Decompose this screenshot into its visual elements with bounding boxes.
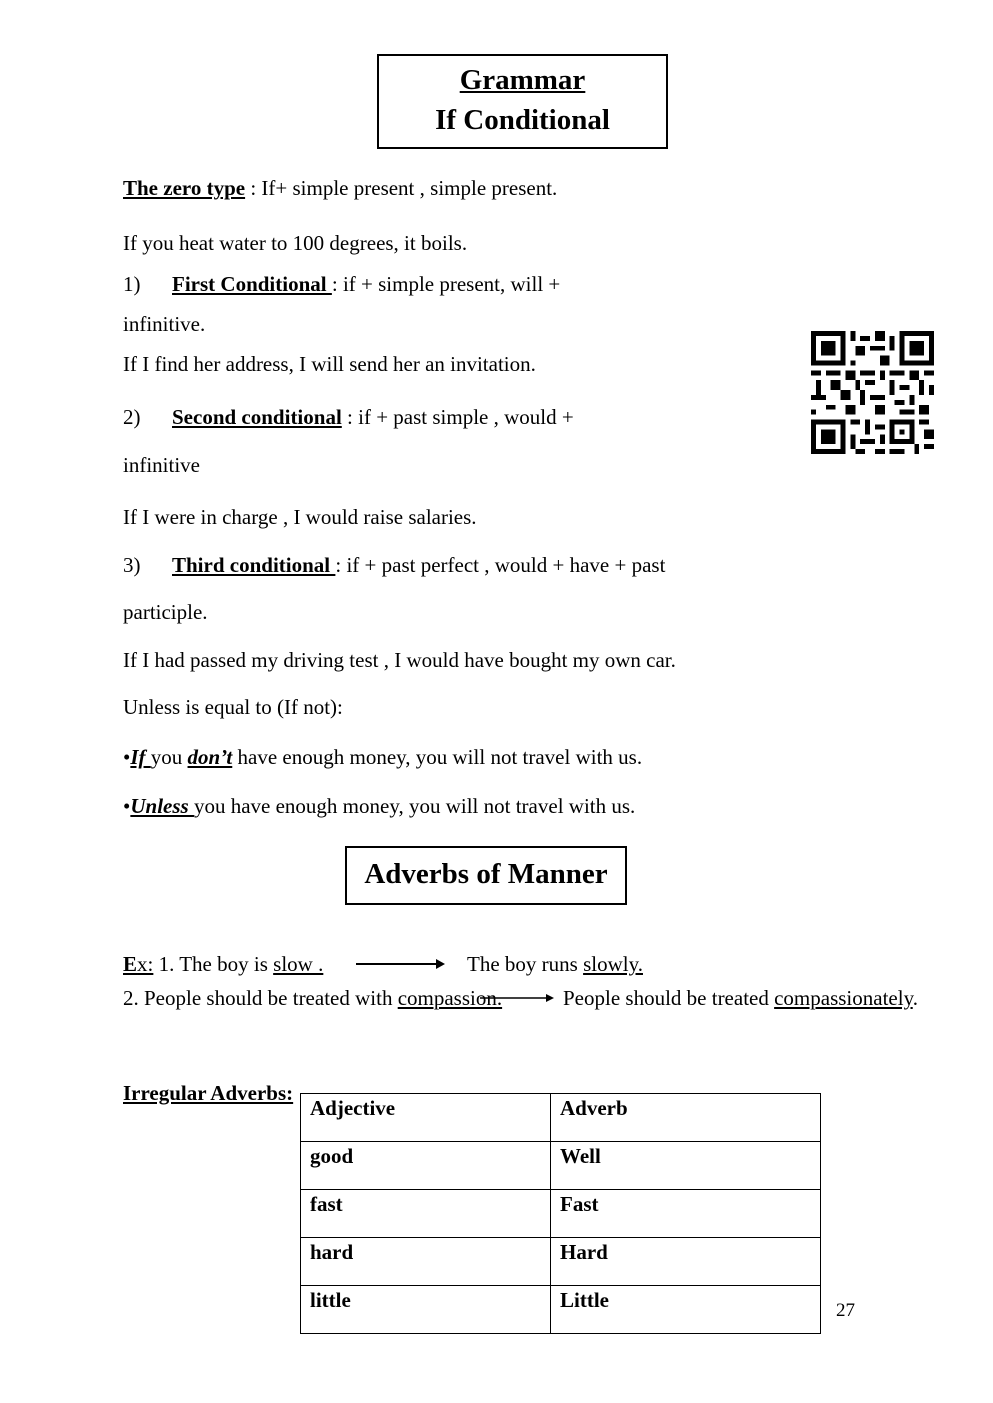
cell-adjective: little [301,1286,551,1334]
adverbs-of-manner-box: Adverbs of Manner [345,846,627,905]
unless-bullet-2 [123,794,635,818]
example-1-text: 1. The boy is [153,952,274,976]
second-formula: : if + past simple , would + [341,405,574,429]
cell-adverb: Little [551,1286,821,1334]
zero-type-formula: : If+ simple present , simple present. [245,176,558,200]
cell-adjective: good [301,1142,551,1190]
third-formula-cont: participle. [123,600,208,624]
adverb-compassionately: compassionately [774,986,913,1010]
table-row [301,1190,821,1238]
first-formula: : if + simple present, will + [331,272,561,296]
second-conditional-rule [123,405,574,429]
bullet: • [123,794,131,818]
example-1-result [467,952,643,976]
second-num: 2) [123,405,141,429]
ex-label-x: x: [137,952,154,976]
third-formula: : if + past perfect , would + have + past [335,553,666,577]
third-num: 3) [123,553,141,577]
dont-word: don’t [187,745,233,769]
zero-type-label: The zero type [123,176,246,200]
first-num: 1) [123,272,141,296]
example-2 [123,986,502,1010]
second-example: If I were in charge , I would raise salaries. [123,505,477,529]
cell-adverb: Fast [551,1190,821,1238]
second-formula-cont: infinitive [123,453,200,477]
first-label: First Conditional [172,272,332,296]
third-conditional-rule [123,553,665,577]
cell-adverb: Well [551,1142,821,1190]
period: . [912,986,918,1010]
third-example: If I had passed my driving test , I would have bought my own car. [123,648,676,672]
first-example: If I find her address, I will send her an invitation. [123,352,536,376]
bullet: • [123,745,131,769]
page-number: 27 [836,1300,855,1321]
second-label: Second conditional [172,405,342,429]
bullet-1-text-b: have enough money, you will not travel with us. [232,745,643,769]
irregular-adverbs-table [300,1093,821,1334]
example-2-result-text: People should be treated [563,986,775,1010]
first-conditional-rule [123,272,560,296]
table-row [301,1286,821,1334]
qr-code [811,331,934,454]
cell-adjective: hard [301,1238,551,1286]
ex-label-e: E [123,952,138,976]
cell-adjective: fast [301,1190,551,1238]
table-row [301,1238,821,1286]
example-2-text: 2. People should be treated with [123,986,398,1010]
example-2-result [563,986,918,1010]
header-adjective: Adjective [301,1094,551,1142]
noun-compassion: compassion. [397,986,503,1010]
zero-type-example: If you heat water to 100 degrees, it boils. [123,231,468,255]
unless-intro: Unless is equal to (If not): [123,695,343,719]
bullet-1-text-a: you [150,745,188,769]
table-row [301,1142,821,1190]
unless-word: Unless [130,794,194,818]
unless-bullet-1 [123,745,642,769]
bullet-2-text: you have enough money, you will not travel with us. [193,794,636,818]
zero-type-rule [123,176,557,200]
header-adverb: Adverb [551,1094,821,1142]
title-box [377,54,668,149]
arrow-icon [480,990,556,1006]
irregular-adverbs-label: Irregular Adverbs: [123,1081,294,1105]
example-1 [123,952,323,976]
cell-adverb: Hard [551,1238,821,1286]
title-if-conditional: If Conditional [435,104,610,136]
adjective-slow: slow . [273,952,324,976]
if-word: If [130,745,151,769]
table-header-row [301,1094,821,1142]
adverb-slowly: slowly. [583,952,643,976]
title-grammar: Grammar [459,64,586,96]
first-formula-cont: infinitive. [123,312,206,336]
example-1-result-text: The boy runs [467,952,584,976]
third-label: Third conditional [172,553,336,577]
arrow-icon [356,956,446,972]
